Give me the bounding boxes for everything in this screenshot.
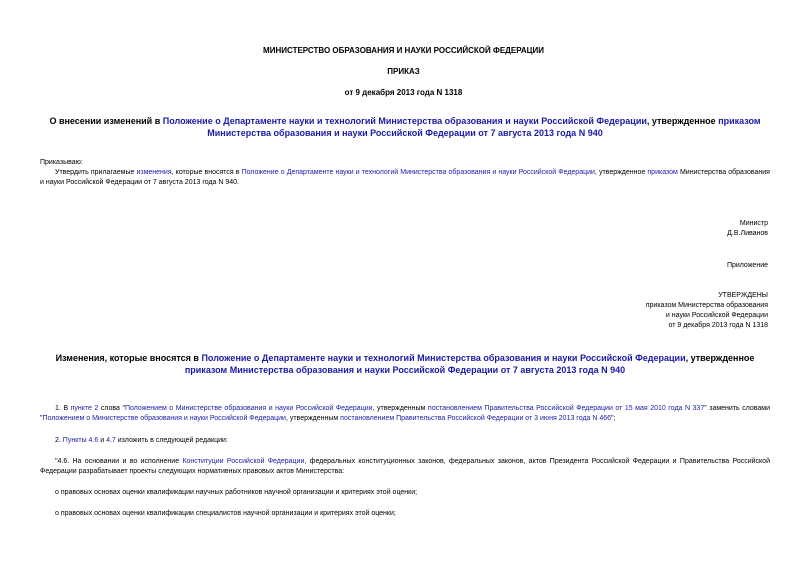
changes-title-text-1: Изменения, которые вносятся в (55, 353, 202, 363)
approve-link-regulation[interactable]: Положение о Департаменте науки и технологий Министерства образования и науки Российской Федерации (241, 169, 595, 176)
title-link-regulation[interactable]: Положение о Департаменте науки и технологий Министерства образования и науки Российской Федерации (162, 116, 647, 126)
approved-line-3: от 9 декабря 2013 года N 1318 (668, 322, 768, 329)
approve-link-order[interactable]: приказом (647, 169, 678, 176)
approve-text-2: , которые вносятся в (171, 169, 242, 176)
item1-text-b: слова " (98, 405, 125, 412)
approve-text-3: , утвержденное (594, 169, 648, 176)
title-link-order-details[interactable]: Министерства образования и науки Российской Федерации от 7 августа 2013 года N 940 (207, 128, 603, 138)
item1-link-resolution-new[interactable]: постановлением Правительства Российской Федерации от 3 июня 2013 года N 466 (340, 415, 612, 422)
approved-line-1: приказом Министерства образования (645, 302, 768, 309)
change-item-1 (40, 404, 770, 424)
item1-text-d: " заменить словами " (40, 405, 771, 422)
item1-link-regulation-old[interactable]: Положением о Министерстве образования и науки Российской Федерации (124, 405, 373, 412)
item3-text-a: "4.6. На основании и во исполнение (55, 458, 183, 465)
change-item-2 (55, 436, 228, 446)
item3-text-b: , федеральных конституционных законов, федеральных законов, актов Президента Российской Федерации и Правительства Российской Федерации разрабатывает проекты следующих нормативных правовых актов Министерства: (40, 458, 770, 475)
item1-text-a: 1. В (55, 405, 71, 412)
approve-text-4: Министерства образования и науки Российской Федерации от 7 августа 2013 года N 940. (40, 169, 770, 186)
item2-link-clause-47[interactable]: 4.7 (106, 437, 116, 444)
item2-link-clause-46[interactable]: Пункты 4.6 (62, 437, 99, 444)
doc-type-heading: ПРИКАЗ (387, 67, 420, 76)
approved-label: УТВЕРЖДЕНЫ (718, 292, 768, 299)
changes-title (40, 352, 770, 376)
change-item-5: о правовых основах оценки квалификации специалистов научной организации и критериях этой оценки; (55, 510, 396, 517)
changes-title-link-regulation[interactable]: Положение о Департаменте науки и технологий Министерства образования и науки Российской Федерации (201, 353, 686, 363)
approve-text-1: Утвердить прилагаемые (55, 169, 137, 176)
title-text-2: , утвержденное (646, 116, 719, 126)
item1-text-f: "; (611, 415, 616, 422)
title-text-1: О внесении изменений в (49, 116, 163, 126)
item1-link-resolution-old[interactable]: постановлением Правительства Российской Федерации от 15 мая 2010 года N 337 (427, 405, 705, 412)
approve-link-changes[interactable]: изменения (136, 169, 172, 176)
item1-text-e: , утвержденным (285, 415, 341, 422)
item1-link-clause[interactable]: пункте 2 (70, 405, 99, 412)
ministry-heading: МИНИСТЕРСТВО ОБРАЗОВАНИЯ И НАУКИ РОССИЙСКОЙ ФЕДЕРАЦИИ (263, 46, 544, 55)
item2-text-b: и (98, 437, 107, 444)
doc-date-number: от 9 декабря 2013 года N 1318 (344, 88, 463, 97)
document-title (40, 115, 770, 139)
approved-line-2: и науки Российской Федерации (665, 312, 768, 319)
order-word: Приказываю: (40, 159, 83, 166)
changes-title-link-order-details[interactable]: Министерства образования и науки Российской Федерации от 7 августа 2013 года N 940 (227, 365, 626, 375)
signature-name: Д.В.Ливанов (727, 230, 768, 237)
changes-title-link-order[interactable]: приказом (184, 365, 228, 375)
changes-title-text-2: , утвержденное (685, 353, 755, 363)
item2-text-c: изложить в следующей редакции: (115, 437, 228, 444)
signature-position: Министр (739, 220, 768, 227)
item2-text-a: 2. (55, 437, 63, 444)
change-item-4: о правовых основах оценки квалификации научных работников научной организации и критериях этой оценки; (55, 489, 418, 496)
item1-link-regulation-new[interactable]: Положением о Министерстве образования и науки Российской Федерации (42, 415, 286, 422)
item3-link-constitution[interactable]: Конституции Российской Федерации (182, 458, 305, 465)
change-item-3 (40, 457, 770, 477)
approve-paragraph (40, 168, 770, 188)
item1-text-c: , утвержденным (372, 405, 428, 412)
appendix-label: Приложение (726, 262, 768, 269)
title-link-order[interactable]: приказом (718, 116, 761, 126)
